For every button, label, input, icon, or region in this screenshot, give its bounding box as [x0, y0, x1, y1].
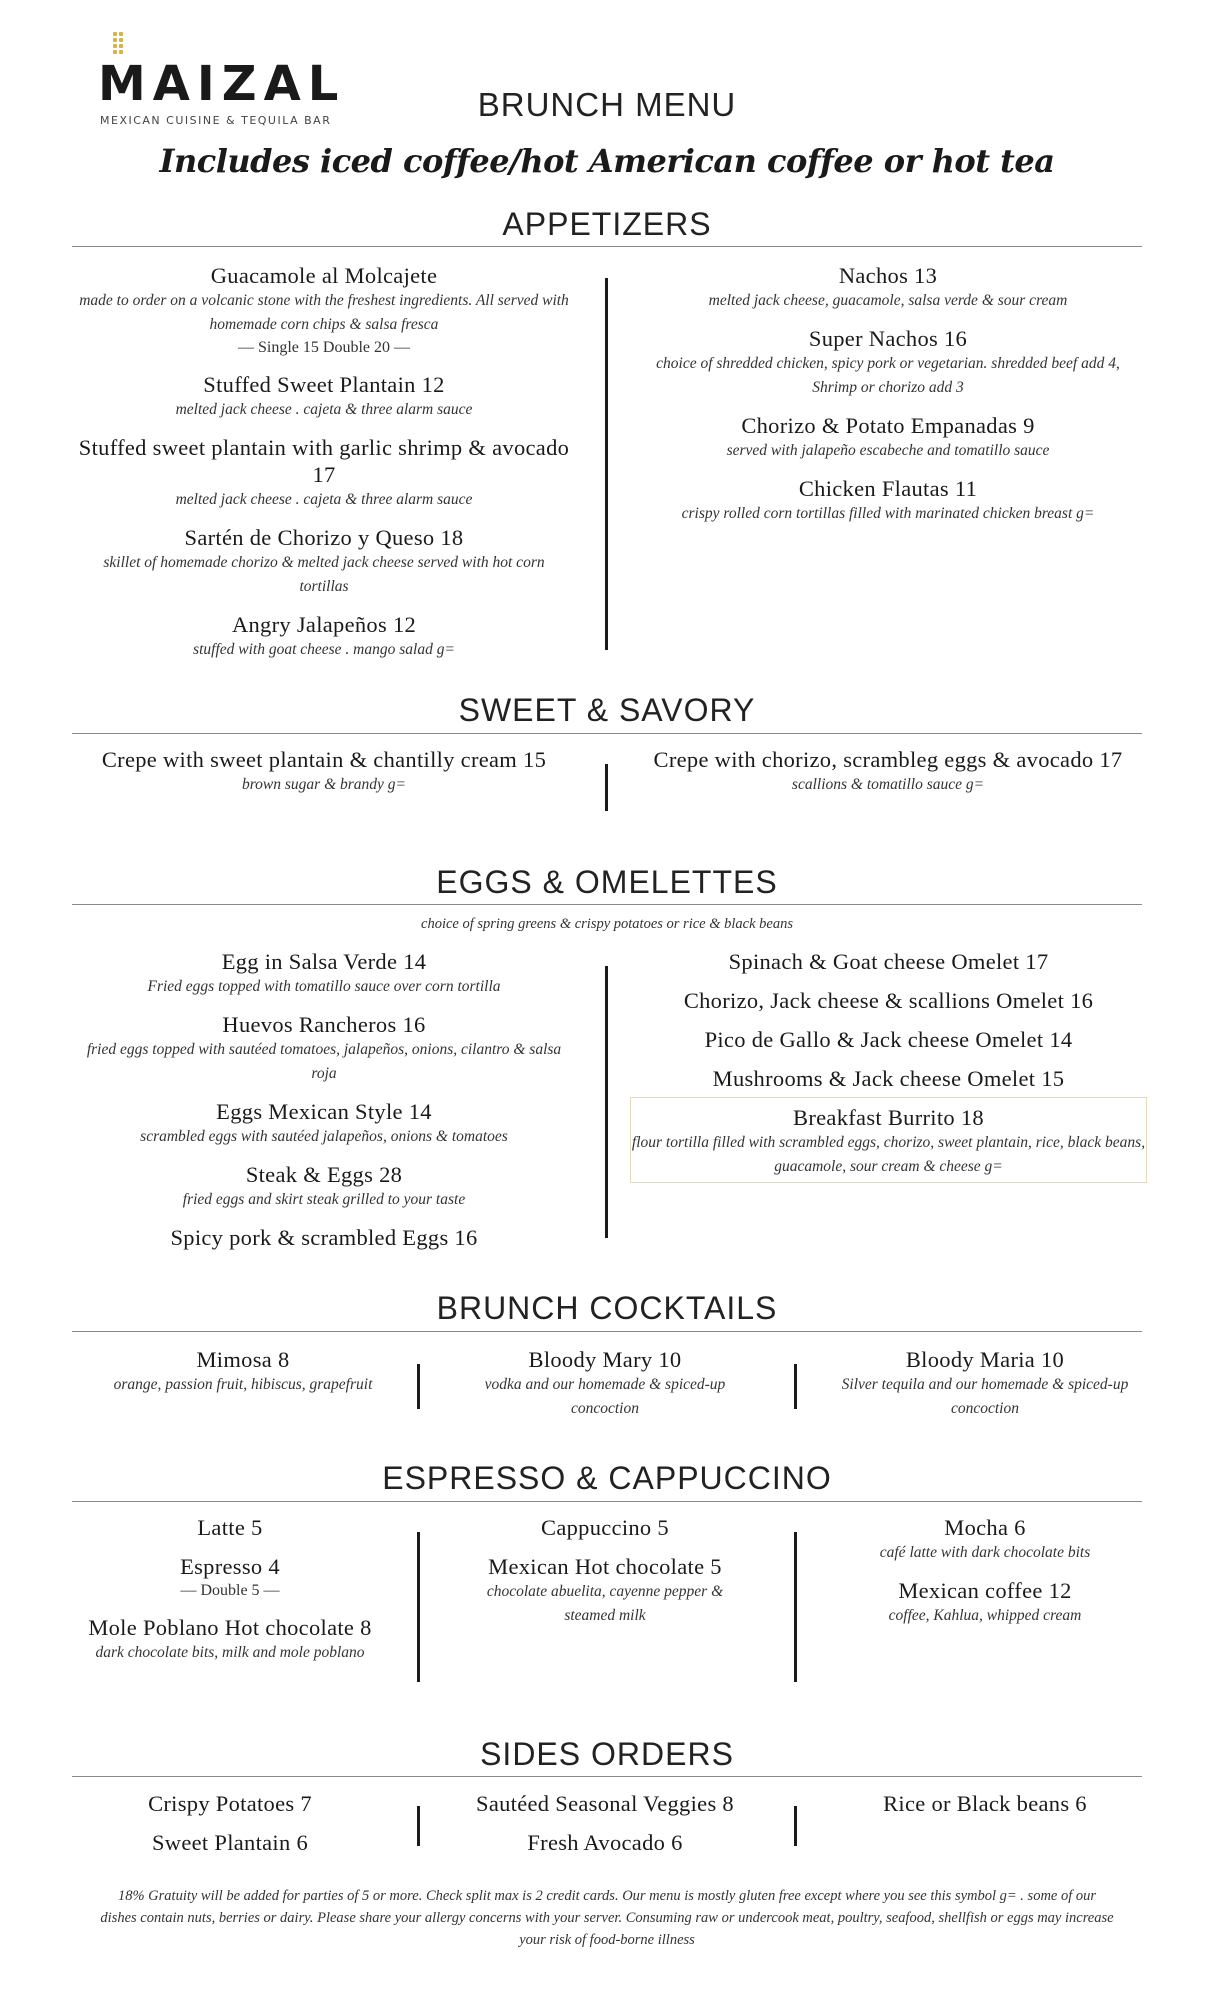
item-name: Chorizo, Jack cheese & scallions Omelet 16	[683, 988, 1094, 1013]
menu-item	[78, 948, 570, 999]
item-name: Crispy Potatoes 7	[148, 1791, 312, 1816]
item-desc: vodka and our homemade & spiced-up concoction	[484, 1376, 726, 1417]
item-name: Mimosa 8	[196, 1347, 290, 1372]
menu-item	[650, 746, 1126, 797]
espresso-column	[78, 1514, 382, 1677]
item-name: Pico de Gallo & Jack cheese Omelet 14	[704, 1027, 1073, 1052]
item-name: Espresso 4	[180, 1554, 280, 1579]
eggs-right-column	[630, 948, 1147, 1104]
column-divider	[605, 966, 608, 1238]
cocktail-column	[840, 1346, 1130, 1433]
item-price-options: — Double 5 —	[180, 1582, 280, 1599]
item-name: Rice or Black beans 6	[883, 1791, 1087, 1816]
section-title-eggs-omelettes: EGGS & OMELETTES	[436, 864, 778, 900]
item-name: Mexican Hot chocolate 5	[488, 1554, 722, 1579]
item-name: Mole Poblano Hot chocolate 8	[88, 1615, 372, 1640]
menu-item	[78, 1553, 382, 1602]
menu-item	[630, 948, 1147, 975]
section-title-espresso: ESPRESSO & CAPPUCCINO	[382, 1460, 832, 1496]
menu-item	[78, 262, 570, 359]
item-name: Mushrooms & Jack cheese Omelet 15	[712, 1066, 1065, 1091]
item-name: Super Nachos 16	[808, 326, 968, 351]
item-name: Sartén de Chorizo y Queso 18	[184, 525, 464, 550]
item-desc: flour tortilla filled with scrambled eggs, chorizo, sweet plantain, rice, black beans, guacamole, sour cream & cheese g=	[631, 1134, 1146, 1175]
item-desc: Silver tequila and our homemade & spiced-up concoction	[841, 1376, 1129, 1417]
column-divider	[417, 1364, 420, 1409]
menu-item	[78, 1614, 382, 1665]
menu-item	[638, 412, 1138, 463]
espresso-column	[840, 1514, 1130, 1640]
menu-item	[78, 434, 570, 512]
item-name: Fresh Avocado 6	[527, 1830, 683, 1855]
item-name: Sweet Plantain 6	[151, 1830, 309, 1855]
item-name: Stuffed Sweet Plantain 12	[203, 372, 445, 397]
sides-column	[78, 1790, 382, 1868]
item-name: Mocha 6	[944, 1515, 1026, 1540]
section-title-cocktails: BRUNCH COCKTAILS	[436, 1290, 778, 1326]
menu-item	[460, 1346, 750, 1421]
menu-item	[78, 1161, 570, 1212]
divider	[72, 1331, 1142, 1332]
logo-tagline: MEXICAN CUISINE & TEQUILA BAR	[100, 114, 332, 127]
item-name: Sautéed Seasonal Veggies 8	[476, 1791, 734, 1816]
item-desc: fried eggs and skirt steak grilled to your taste	[182, 1191, 466, 1208]
divider	[72, 1501, 1142, 1502]
sweet-right-column	[650, 746, 1126, 809]
item-desc: scrambled eggs with sautéed jalapeños, onions & tomatoes	[140, 1128, 508, 1145]
divider	[72, 246, 1142, 247]
menu-item	[630, 987, 1147, 1014]
sides-column	[840, 1790, 1130, 1829]
item-name: Chicken Flautas 11	[798, 476, 978, 501]
column-divider	[794, 1532, 797, 1682]
item-desc: brown sugar & brandy g=	[241, 776, 407, 793]
item-desc: Fried eggs topped with tomatillo sauce over corn tortilla	[147, 978, 501, 995]
section-title-sides: SIDES ORDERS	[480, 1736, 734, 1772]
section-title-appetizers: APPETIZERS	[502, 206, 712, 242]
item-name: Stuffed sweet plantain with garlic shrimp & avocado 17	[78, 435, 570, 487]
item-name: Nachos 13	[838, 263, 938, 288]
item-name: Bloody Mary 10	[528, 1347, 682, 1372]
item-desc: stuffed with goat cheese . mango salad g=	[193, 641, 455, 658]
appetizers-right-column	[638, 262, 1138, 538]
column-divider	[605, 278, 608, 650]
menu-item	[78, 1098, 570, 1149]
item-desc: scallions & tomatillo sauce g=	[791, 776, 985, 793]
item-name: Spinach & Goat cheese Omelet 17	[728, 949, 1049, 974]
featured-item-box	[630, 1097, 1147, 1183]
menu-item	[840, 1346, 1130, 1421]
menu-item	[440, 1790, 770, 1817]
item-name: Egg in Salsa Verde 14	[221, 949, 427, 974]
item-desc: choice of shredded chicken, spicy pork or vegetarian. shredded beef add 4, Shrimp or chorizo add 3	[656, 355, 1120, 396]
item-name: Breakfast Burrito 18	[793, 1105, 984, 1130]
item-desc: melted jack cheese, guacamole, salsa verde & sour cream	[708, 292, 1068, 309]
subtitle: Includes iced coffee/hot American coffee or hot tea	[159, 142, 1055, 180]
menu-item	[630, 1065, 1147, 1092]
item-name: Cappuccino 5	[541, 1515, 669, 1540]
item-name: Huevos Rancheros 16	[222, 1012, 426, 1037]
item-name: Latte 5	[197, 1515, 263, 1540]
item-name: Spicy pork & scrambled Eggs 16	[170, 1225, 478, 1250]
eggs-left-column	[78, 948, 570, 1263]
menu-item	[630, 1026, 1147, 1053]
logo-wordmark: MAIZAL	[98, 56, 346, 112]
item-desc: melted jack cheese . cajeta & three alarm sauce	[175, 491, 473, 508]
item-name: Crepe with chorizo, scrambleg eggs & avocado 17	[653, 747, 1123, 772]
divider	[72, 1776, 1142, 1777]
item-desc: dark chocolate bits, milk and mole poblano	[95, 1644, 365, 1661]
item-name: Eggs Mexican Style 14	[216, 1099, 432, 1124]
item-name: Guacamole al Molcajete	[210, 263, 438, 288]
item-desc: orange, passion fruit, hibiscus, grapefruit	[113, 1376, 373, 1393]
menu-item	[78, 746, 570, 797]
menu-item	[638, 475, 1138, 526]
item-name: Angry Jalapeños 12	[231, 612, 417, 637]
sweet-left-column	[78, 746, 570, 809]
menu-item	[78, 1829, 382, 1856]
cocktail-column	[460, 1346, 750, 1433]
item-desc: skillet of homemade chorizo & melted jack cheese served with hot corn tortillas	[103, 554, 545, 595]
column-divider	[794, 1364, 797, 1409]
divider	[72, 904, 1142, 905]
menu-item	[78, 1790, 382, 1817]
item-desc: coffee, Kahlua, whipped cream	[888, 1607, 1082, 1624]
item-name: Crepe with sweet plantain & chantilly cream 15	[101, 747, 547, 772]
item-desc: chocolate abuelita, cayenne pepper & steamed milk	[486, 1583, 724, 1624]
menu-item	[638, 325, 1138, 400]
column-divider	[417, 1532, 420, 1682]
item-name: Mexican coffee 12	[898, 1578, 1072, 1603]
page-title: BRUNCH MENU	[477, 86, 737, 123]
item-desc: melted jack cheese . cajeta & three alarm sauce	[175, 401, 473, 418]
column-divider	[794, 1806, 797, 1846]
item-name: Bloody Maria 10	[905, 1347, 1065, 1372]
item-desc: crispy rolled corn tortillas filled with marinated chicken breast g=	[681, 505, 1095, 522]
footer-disclaimer: 18% Gratuity will be added for parties of 5 or more. Check split max is 2 credit cards. Our menu is mostly gluten free except where you see this symbol g= . some of our dishes contain nuts, berries or dairy. Please share your allergy concerns with your server. Consuming raw or undercook meat, poultry, seafood, shellfish or eggs may increase your risk of food-borne illness	[100, 1888, 1114, 1948]
item-desc: café latte with dark chocolate bits	[879, 1544, 1091, 1561]
menu-item	[460, 1553, 750, 1628]
menu-item	[78, 371, 570, 422]
section-title-sweet-savory: SWEET & SAVORY	[458, 692, 756, 728]
menu-item	[78, 1346, 408, 1397]
menu-item	[840, 1790, 1130, 1817]
item-desc: made to order on a volcanic stone with the freshest ingredients. All served with homemade corn chips & salsa fresca	[79, 292, 569, 333]
menu-item	[78, 611, 570, 662]
menu-item	[78, 524, 570, 599]
divider	[72, 733, 1142, 734]
section-note: choice of spring greens & crispy potatoes or rice & black beans	[421, 916, 793, 932]
menu-item	[78, 1514, 382, 1541]
column-divider	[417, 1806, 420, 1846]
menu-item	[460, 1514, 750, 1541]
menu-item	[78, 1011, 570, 1086]
menu-item	[638, 262, 1138, 313]
item-desc: fried eggs topped with sautéed tomatoes, jalapeños, onions, cilantro & salsa roja	[86, 1041, 562, 1082]
item-desc: served with jalapeño escabeche and tomatillo sauce	[726, 442, 1050, 459]
item-name: Steak & Eggs 28	[245, 1162, 403, 1187]
menu-item	[78, 1224, 570, 1251]
menu-item	[840, 1577, 1130, 1628]
menu-item	[440, 1829, 770, 1856]
menu-item	[840, 1514, 1130, 1565]
item-name: Chorizo & Potato Empanadas 9	[741, 413, 1035, 438]
column-divider	[605, 764, 608, 811]
appetizers-left-column	[78, 262, 570, 674]
espresso-column	[460, 1514, 750, 1640]
cocktail-column	[78, 1346, 408, 1409]
item-price-options: — Single 15 Double 20 —	[238, 339, 410, 356]
sides-column	[440, 1790, 770, 1868]
